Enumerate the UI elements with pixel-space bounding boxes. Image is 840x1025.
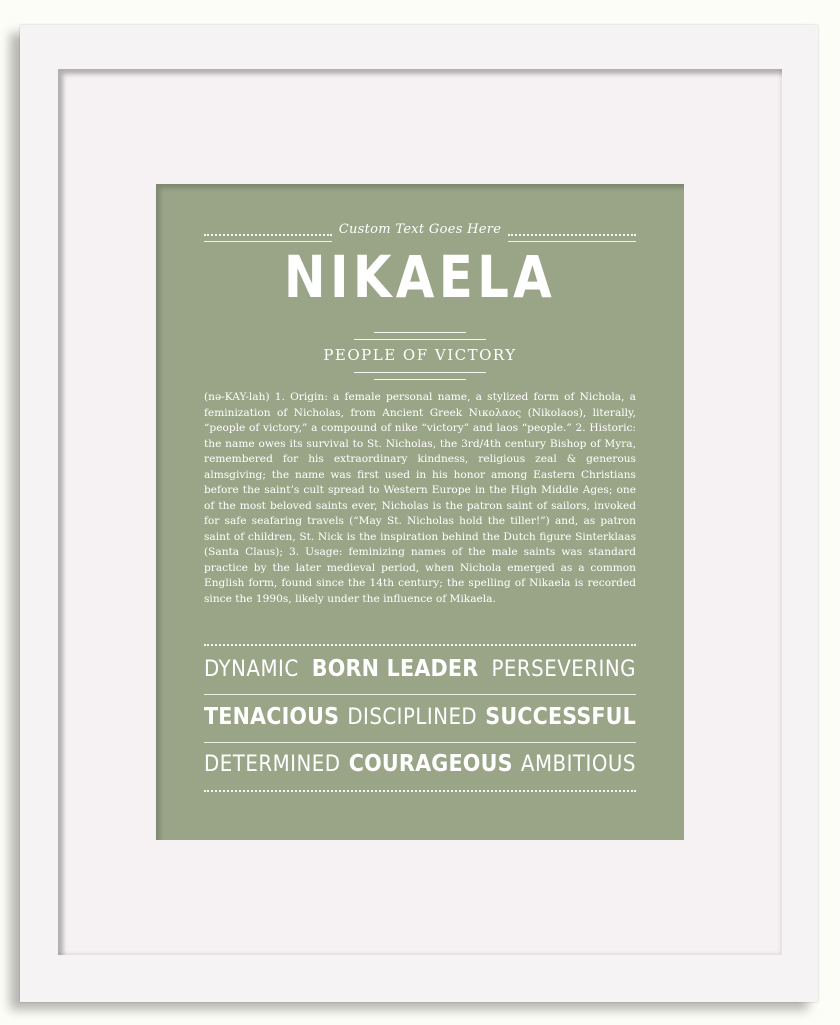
name-title: NIKAELA — [283, 243, 557, 311]
rule-below-meaning — [354, 372, 486, 373]
mat-board — [58, 69, 782, 955]
traits-bottom-dots — [204, 790, 636, 792]
ornament-dots-right — [508, 234, 636, 242]
definition-text: (nə-KAY-lah) 1. Origin: a female personal name, a stylized form of Nichola, a feminization of Nicholas, from Ancient Greek Νικολαος (Nikolaos), literally, “people of victory,” a compound of nike “victory” and laos “people.” 2. Historic: the name owes its survival to St. Nicholas, the 3rd/4th century Bishop of Myra, remembered for his extraordinary kindness, religious zeal & generous almsgiving; the name was first used in his honor among Eastern Christians before the saint’s cult spread to Western Europe in the High Middle Ages; one of the most beloved saints ever, Nicholas is the patron saint of sailors, invoked for safe seafaring travels (“May St. Nicholas hold the tiller!”) and, as patron saint of children, St. Nick is the inspiration behind the Dutch figure Sinterklaas (Santa Claus); 3. Usage: feminizing names of the male saints was standard practice by the later medieval period, when Nichola emerged as a common English form, found since the 14th century; the spelling of Nikaela is recorded since the 1990s, likely under the influence of Mikaela. — [204, 391, 636, 605]
trait-word: AMBITIOUS — [520, 752, 636, 777]
trait-word: DYNAMIC — [204, 657, 299, 682]
rule-below-meaning-2 — [374, 379, 466, 380]
trait-word: TENACIOUS — [204, 704, 340, 730]
trait-word: BORN LEADER — [311, 656, 479, 682]
traits-divider — [204, 742, 636, 743]
trait-word: PERSEVERING — [491, 657, 636, 682]
rule-above-meaning — [374, 332, 466, 333]
trait-word: SUCCESSFUL — [485, 704, 636, 730]
picture-frame — [20, 25, 818, 1002]
name-definition — [204, 390, 636, 607]
traits-top-dots — [204, 644, 636, 646]
custom-text: Custom Text Goes Here — [338, 222, 502, 237]
traits-divider — [204, 694, 636, 695]
name-meaning: PEOPLE OF VICTORY — [323, 346, 517, 364]
rule-above-meaning-2 — [354, 339, 486, 340]
traits-row-1 — [204, 656, 636, 682]
trait-word: DETERMINED — [204, 752, 341, 777]
trait-word: DISCIPLINED — [347, 705, 478, 730]
traits-row-2 — [204, 704, 636, 730]
name-meaning-print — [156, 184, 684, 840]
traits-row-3 — [204, 751, 636, 777]
trait-word: COURAGEOUS — [348, 751, 513, 777]
